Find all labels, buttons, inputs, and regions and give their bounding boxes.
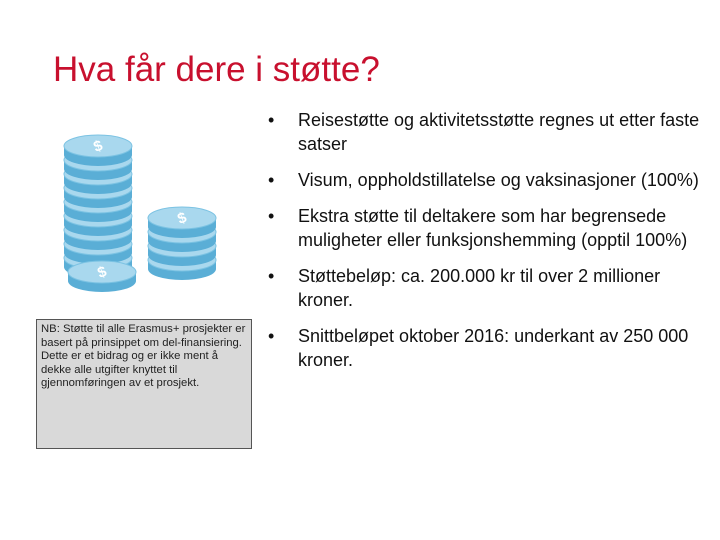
bullet-text: Snittbeløpet oktober 2016: underkant av 250 000 kroner. xyxy=(298,326,689,370)
bullet-list xyxy=(268,108,708,384)
bullet-item xyxy=(268,324,708,372)
slide-title: Hva får dere i støtte? xyxy=(53,50,380,89)
bullet-text: Ekstra støtte til deltakere som har begrensede muligheter eller funksjonshemming (opptil 100%) xyxy=(298,206,688,250)
bullet-text: Støttebeløp: ca. 200.000 kr til over 2 millioner kroner. xyxy=(298,266,661,310)
bullet-text: Visum, oppholdstillatelse og vaksinasjoner (100%) xyxy=(298,170,699,190)
dollar-sign-icon: $ xyxy=(175,209,189,228)
bullet-marker: • xyxy=(268,326,275,346)
bullet-marker: • xyxy=(268,110,275,130)
dollar-sign-icon: $ xyxy=(95,263,109,282)
coin-stack-icon xyxy=(50,120,250,320)
bullet-item xyxy=(268,108,708,156)
bullet-item xyxy=(268,204,708,252)
coin-icon xyxy=(68,261,136,292)
bullet-text: Reisestøtte og aktivitetsstøtte regnes ut etter faste satser xyxy=(298,110,700,154)
coin-icon xyxy=(64,135,132,166)
bullet-item xyxy=(268,264,708,312)
bullet-marker: • xyxy=(268,170,275,190)
dollar-sign-icon: $ xyxy=(91,137,105,156)
bullet-item xyxy=(268,168,708,192)
note-box: NB: Støtte til alle Erasmus+ prosjekter er basert på prinsippet om del-finansiering. Dette er et bidrag og er ikke ment å dekke alle utgifter knyttet til gjennomføringen av et prosjekt. xyxy=(36,319,252,449)
bullet-marker: • xyxy=(268,206,275,226)
bullet-marker: • xyxy=(268,266,275,286)
coin-icon xyxy=(148,207,216,238)
